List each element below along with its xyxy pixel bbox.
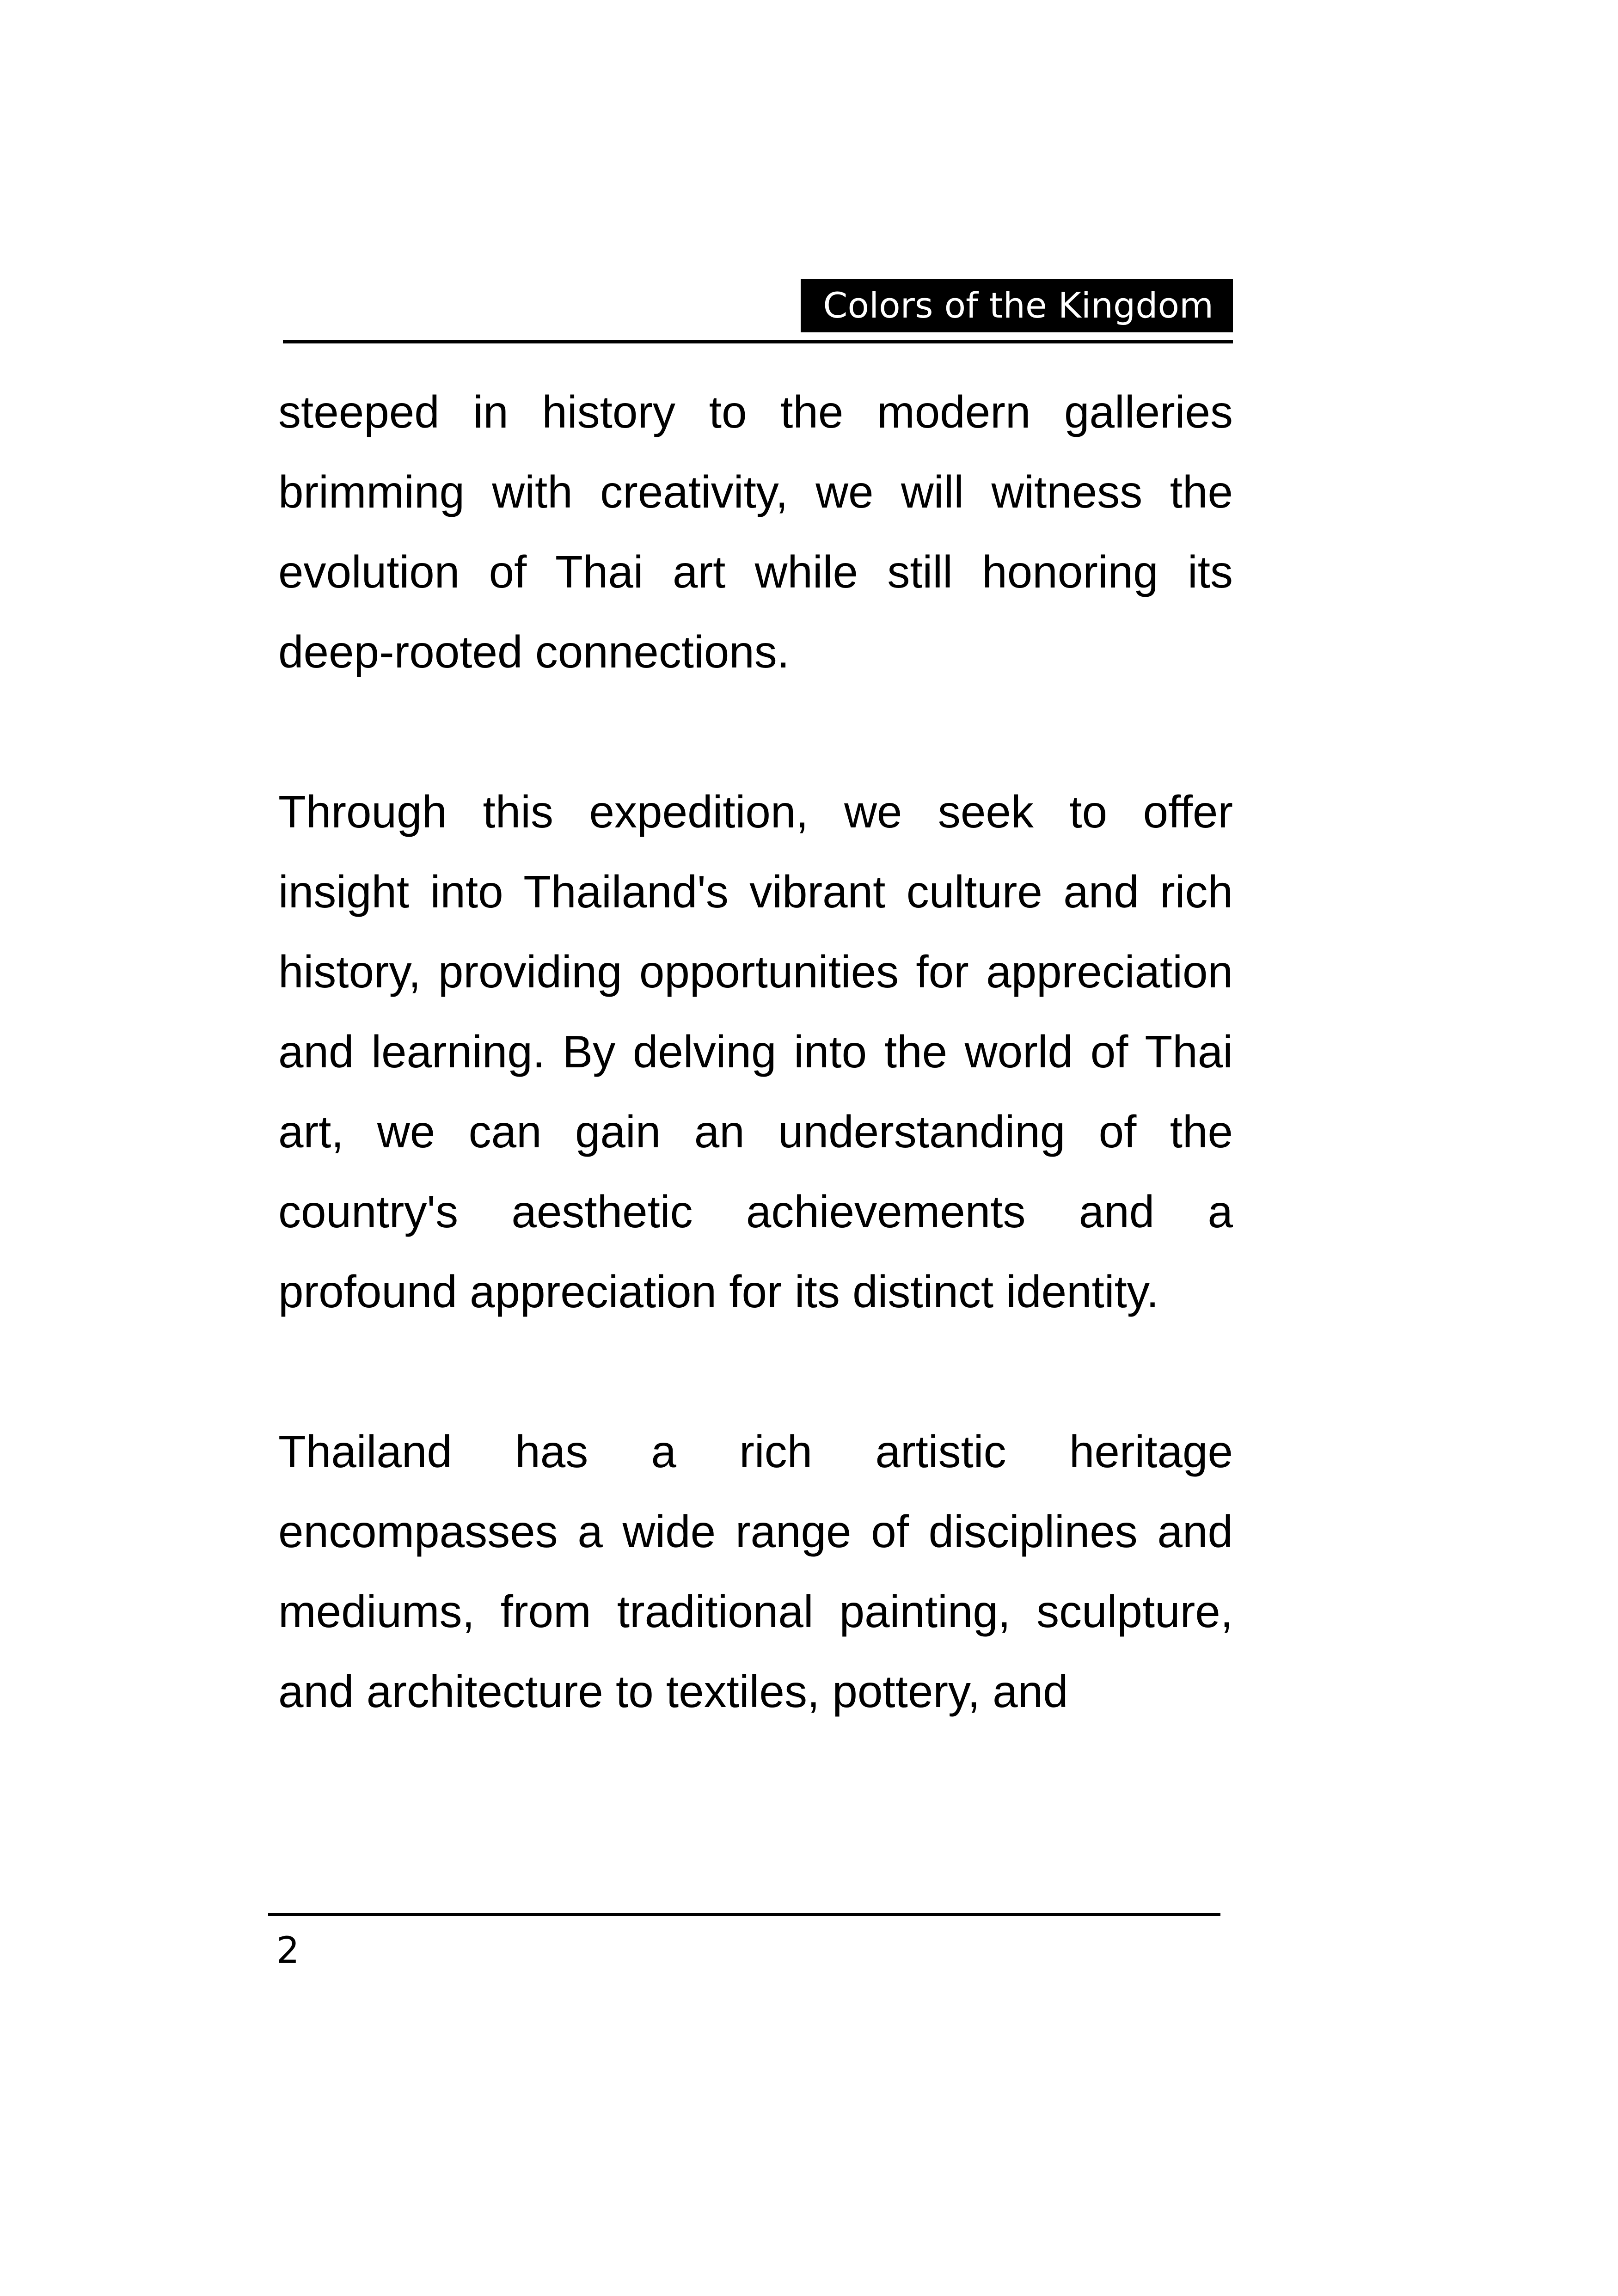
paragraph: steeped in history to the modern galleries brimming with creativity, we will witness the evolution of Thai art while still honoring its deep-rooted connections. (278, 386, 1233, 677)
body-text (278, 372, 1233, 1732)
paragraph: Thailand has a rich artistic heritage encompasses a wide range of disciplines and mediums, from traditional painting, sculpture, and architecture to textiles, pottery, and (278, 1426, 1233, 1717)
running-header-title: Colors of the Kingdom (801, 279, 1233, 332)
header-rule (283, 340, 1233, 343)
paragraph: Through this expedition, we seek to offer insight into Thailand's vibrant culture and rich history, providing opportunities for appreciation and learning. By delving into the world of Thai art, we can gain an understanding of the country's aesthetic achievements and a profound appreciation for its distinct identity. (278, 786, 1233, 1317)
footer-rule (268, 1913, 1220, 1916)
page-number: 2 (276, 1930, 300, 1971)
